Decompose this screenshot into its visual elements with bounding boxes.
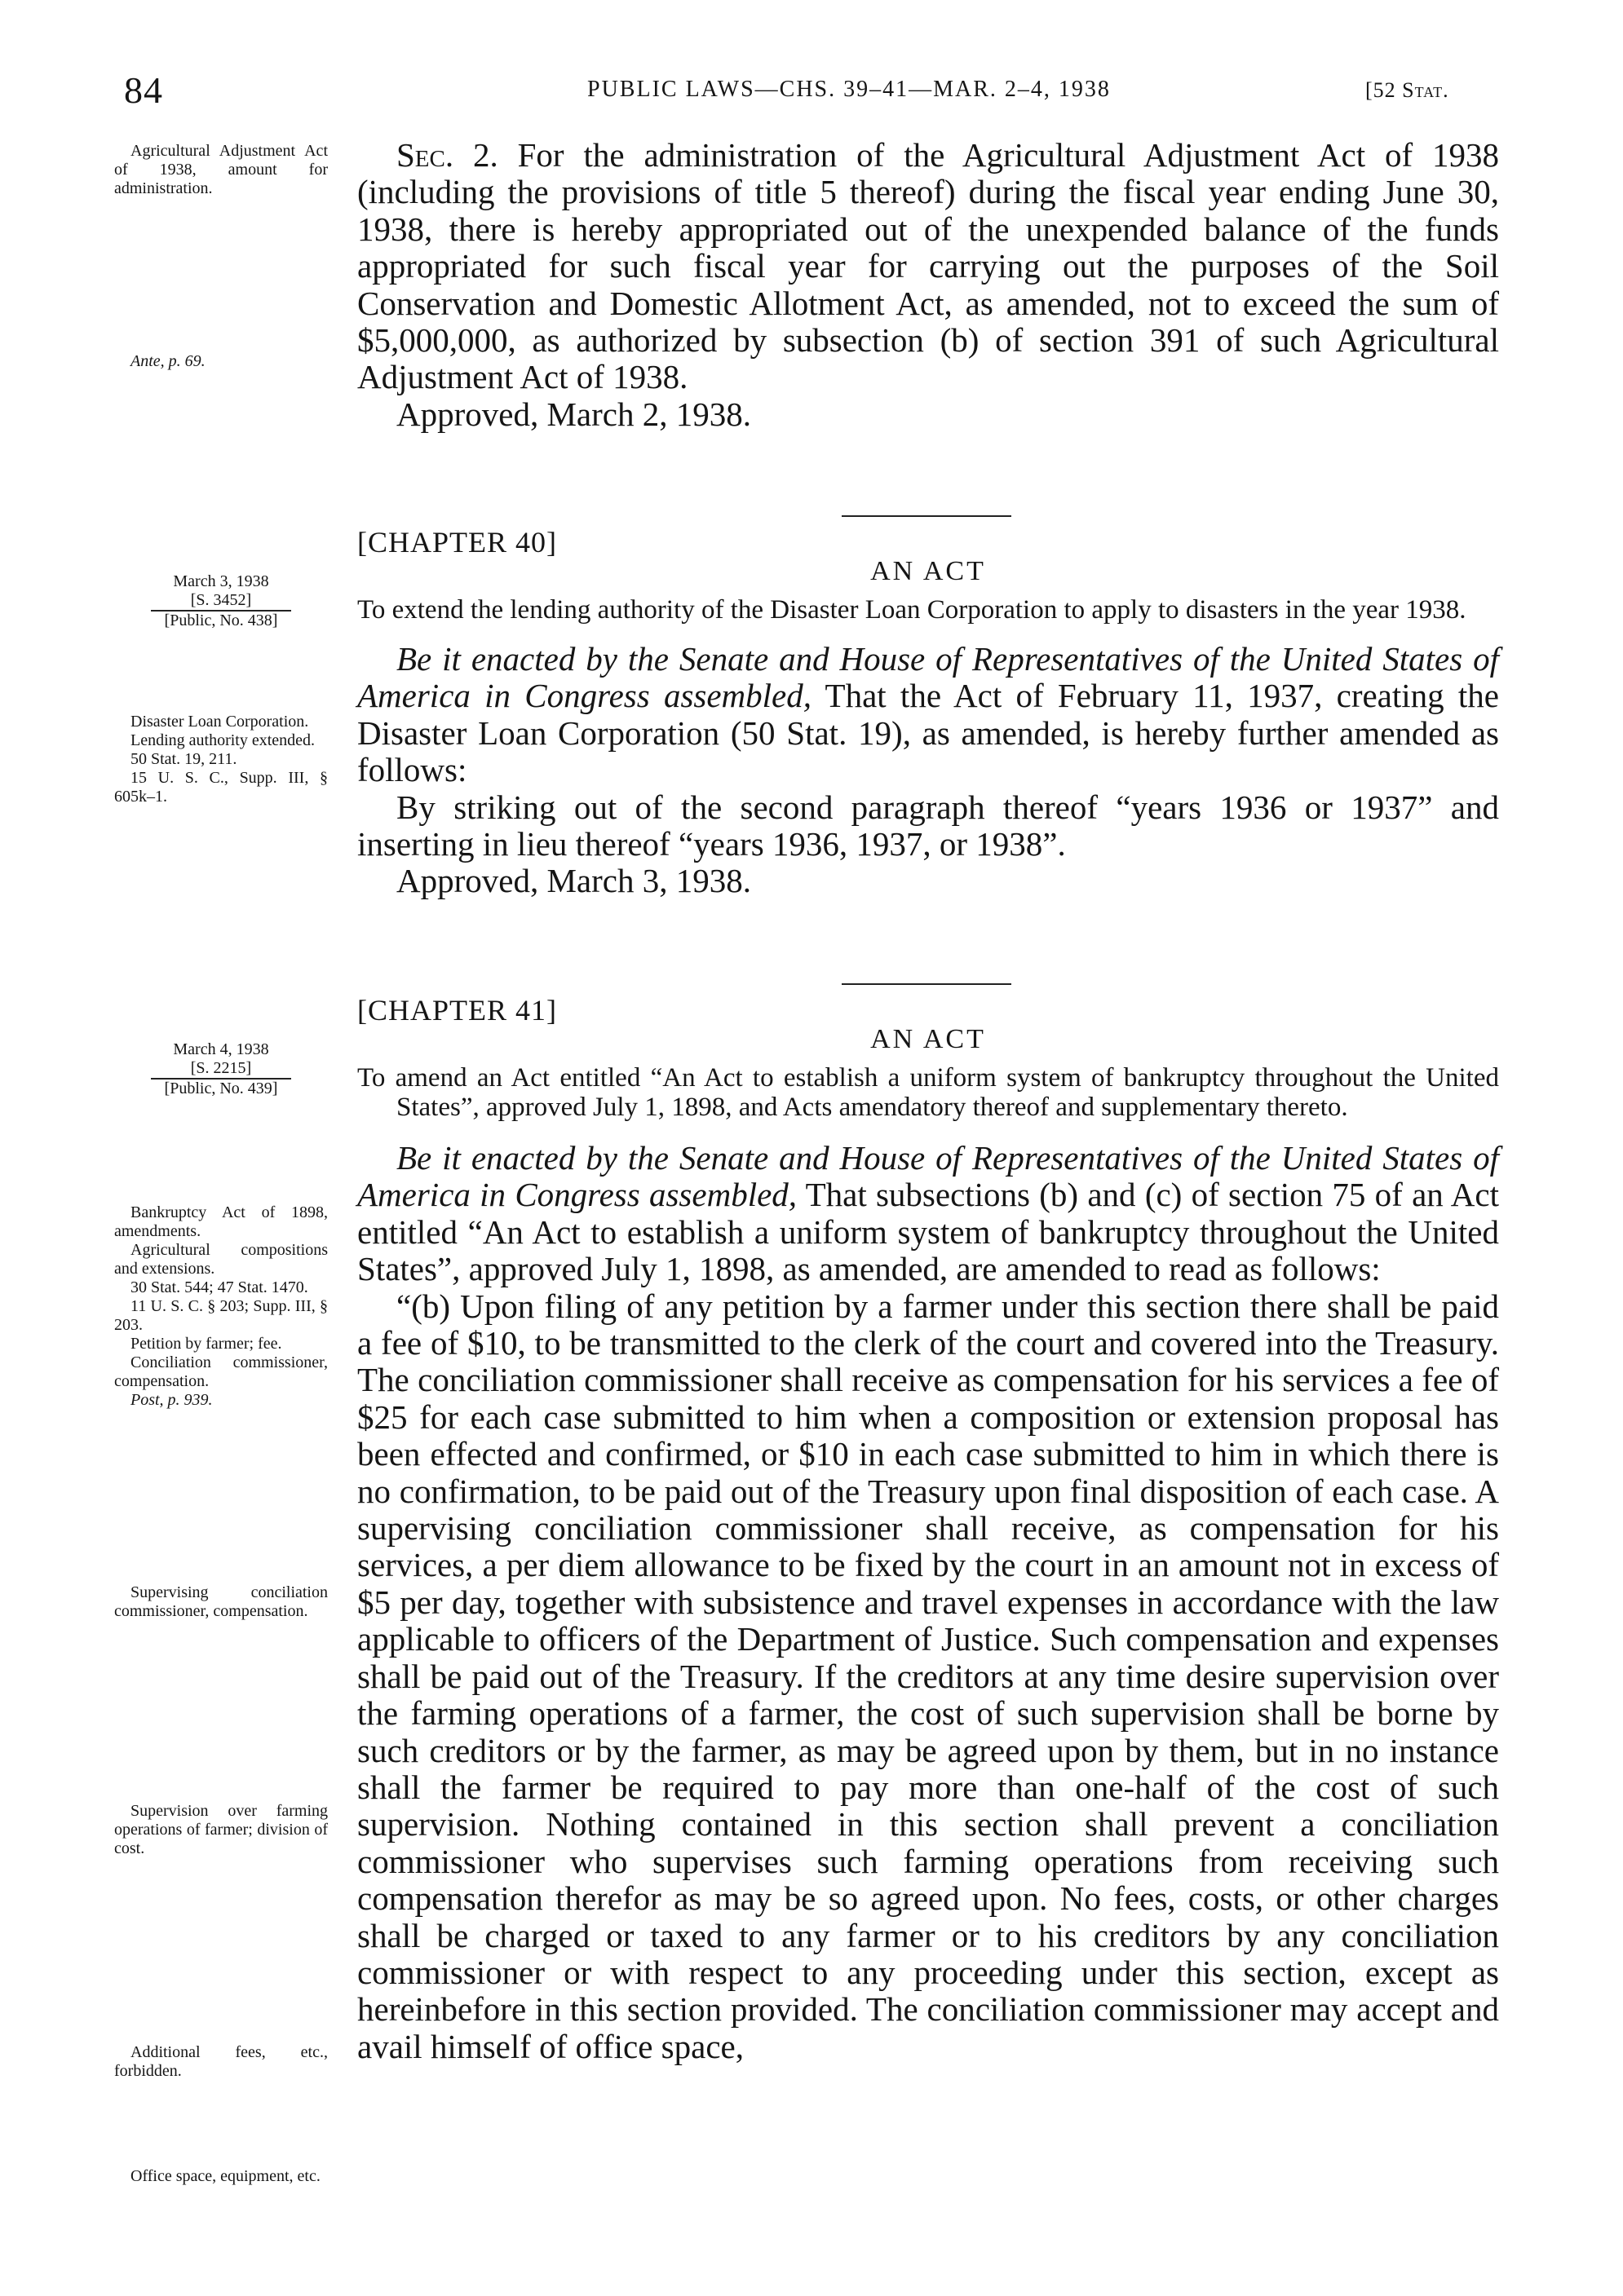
margin-note-disaster-loan: Disaster Loan Corporation. Lending authority extended. 50 Stat. 19, 211. 15 U. S. C., Supp. III, § 605k–1. <box>114 713 328 806</box>
margin-note-supervision-cost: Supervision over farming operations of farmer; division of cost. <box>114 1802 328 1857</box>
margin-note-aaa: Agricultural Adjustment Act of 1938, amount for administration. <box>114 142 328 197</box>
chapter-41 <box>357 983 1499 2065</box>
chapter-rule <box>842 515 1011 517</box>
margin-note-ch40-date: March 3, 1938 [S. 3452] [Public, No. 438] <box>114 572 328 630</box>
page-number: 84 <box>124 69 163 111</box>
act-text-2: By striking out of the second paragraph thereof “years 1936 or 1937” and inserting in lieu thereof “years 1936, 1937, or 1938”. <box>357 788 1499 863</box>
act-title: To extend the lending authority of the Disaster Loan Corporation to apply to disasters in the year 1938. <box>357 595 1466 625</box>
an-act: AN ACT <box>870 556 986 586</box>
enacting-clause: Be it enacted by the Senate and House of Representatives of the United States of America in Congress assembled, <box>357 1139 1499 1214</box>
section-2-text: For the administration of the Agricultural Adjustment Act of 1938 (including the provisions of title 5 thereof) during the fiscal year ending June 30, 1938, there is hereby appropriated out of the unexpended balance of the funds appropriated for such fiscal year for carrying out the purposes of the Soil Conservation and Domestic Allotment Act, as amended, not to exceed the sum of $5,000,000, as authorized by subsection (b) of section 391 of such Agricultural Adjustment Act of 1938. <box>357 136 1500 396</box>
act-text-2: “(b) Upon filing of any petition by a farmer under this section there shall be paid a fee of $10, to be transmitted to the clerk of the court and covered into the Treasury. The conciliation commissioner shall receive as compensation for his services a fee of $25 for each case submitted to him when a composition or extension proposal has been effected and confirmed, or $10 in each case submitted to him in which there is no confirmation, to be paid out of the Treasury upon final disposition of each case. A supervising conciliation commissioner shall receive, as compensation for his services, a per diem allowance to be fixed by the court in an amount not in excess of $5 per day, together with subsistence and travel expenses in accordance with the law applicable to officers of the Department of Justice. Such compensation and expenses shall be paid out of the Treasury. If the creditors at any time desire supervision over the farming operations of a farmer, the cost of such supervision shall be borne by such creditors or by the farmer, as may be agreed upon by them, but in no instance shall the farmer be required to pay more than one-half of the cost of such supervision. Nothing contained in this section shall prevent a conciliation commissioner who supervises such farming operations from receiving such compensation therefor as may be so agreed upon. No fees, costs, or other charges shall be charged or taxed to any farmer or to his creditors by any conciliation commissioner or with respect to any proceeding under this section, except as hereinbefore in this section provided. The conciliation commissioner may accept and avail himself of office space, <box>357 1287 1499 2065</box>
margin-note-fees: Additional fees, etc., forbidden. <box>114 2043 328 2080</box>
act-text: That the Act of February 11, 1937, creating the Disaster Loan Corporation (50 Stat. 19), as amended, is hereby further amended as follows: <box>357 677 1500 789</box>
volume-citation: [52 Stat. <box>1365 78 1449 102</box>
section-2 <box>357 137 1499 433</box>
margin-note-supervising: Supervising conciliation commissioner, compensation. <box>114 1583 328 1620</box>
margin-note-bankruptcy: Bankruptcy Act of 1898, amendments. Agricultural compositions and extensions. 30 Stat. 544; 47 Stat. 1470. 11 U. S. C. § 203; Supp. III, § 203. Petition by farmer; fee. Conciliation commissioner, compensation. Post, p. 939. <box>114 1203 328 1409</box>
margin-note-ante: Ante, p. 69. <box>130 352 206 370</box>
chapter-heading: [CHAPTER 41] <box>357 994 557 1027</box>
chapter-40 <box>357 515 1499 900</box>
running-title: PUBLIC LAWS—CHS. 39–41—MAR. 2–4, 1938 <box>587 77 1111 102</box>
approved-ch40: Approved, March 3, 1938. <box>396 862 751 900</box>
chapter-heading: [CHAPTER 40] <box>357 526 557 559</box>
chapter-rule <box>842 983 1011 985</box>
margin-note-office: Office space, equipment, etc. <box>130 2167 321 2185</box>
margin-note-ch41-date: March 4, 1938 [S. 2215] [Public, No. 439] <box>114 1040 328 1098</box>
enacting-clause: Be it enacted by the Senate and House of Representatives of the United States of America in Congress assembled, <box>357 640 1499 715</box>
act-title: To amend an Act entitled “An Act to establish a uniform system of bankruptcy throughout the United States”, approved July 1, 1898, and Acts amendatory thereof and supplementary thereto. <box>357 1063 1499 1122</box>
act-text: That subsections (b) and (c) of section 75 of an Act entitled “An Act to establish a uniform system of bankruptcy throughout the United States”, approved July 1, 1898, as amended, are amended to read as follows: <box>357 1176 1500 1288</box>
section-label: Sec. 2. <box>396 136 498 174</box>
approved-ch39: Approved, March 2, 1938. <box>396 395 751 433</box>
an-act: AN ACT <box>870 1024 986 1054</box>
